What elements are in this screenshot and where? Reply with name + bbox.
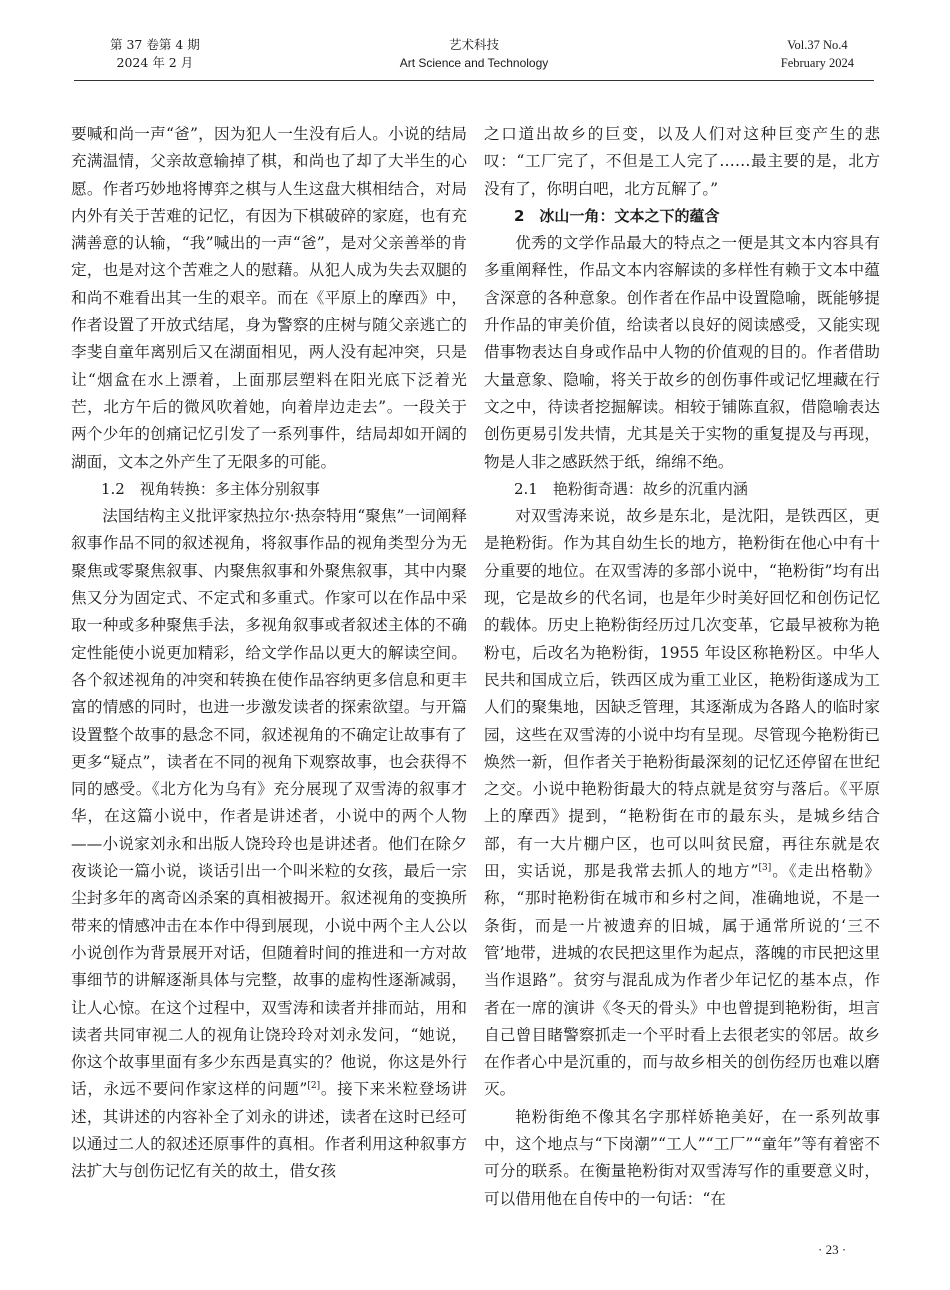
paragraph-narrative-perspective	[71, 503, 467, 1185]
paragraph-text: 。接下来米粒登场讲述，其讲述的内容补全了刘永的讲述，读者在这时已经可以通过二人的叙述还原事件的真相。作者利用这种叙事方法扩大与创伤记忆有关的故土，借女孩	[71, 1080, 467, 1181]
citation-2: [2]	[307, 1081, 321, 1092]
page-number: · 23 ·	[818, 1242, 847, 1257]
citation-3: [3]	[758, 862, 772, 873]
header-journal-title-en: Art Science and Technology	[399, 56, 549, 70]
header-journal-name	[74, 36, 874, 72]
header-volume-issue-en: Vol.37 No.4	[787, 38, 848, 52]
header-date-en: February 2024	[780, 56, 854, 70]
header-divider	[74, 80, 874, 81]
paragraph-continuation: 要喊和尚一声“爸”，因为犯人一生没有后人。小说的结局充满温情，父亲故意输掉了棋，和尚也了却了大半生的心愿。作者巧妙地将博弈之棋与人生这盘大棋相结合，对局内外有关于苦难的记忆，有因为下棋破碎的家庭，也有充满善意的认输，“我”喊出的一声“爸”，是对父亲善举的肯定，也是对这个苦难之人的慰藉。从犯人成为失去双腿的和尚不难看出其一生的艰辛。而在《平原上的摩西》中，作者设置了开放式结尾，身为警察的庄树与随父亲逃亡的李斐自童年离别后又在湖面相见，两人没有起冲突，只是让“烟盒在水上漂着，上面那层塑料在阳光底下泛着光芒，北方午后的微风吹着她，向着岸边走去”。一段关于两个少年的创痛记忆引发了一系列事件，结局却如开阔的湖面，文本之外产生了无限多的可能。	[71, 125, 467, 471]
paragraph-text: 法国结构主义批评家热拉尔·热奈特用“聚焦”一词阐释叙事作品不同的叙述视角，将叙事作品的视角类型分为无聚焦或零聚焦叙事、内聚焦叙事和外聚焦叙事，其中内聚焦又分为固定式、不定式和多重式。作家可以在作品中采取一种或多种聚焦手法，多视角叙事或者叙述主体的不确定性能使小说更加精彩，给文学作品以更大的解读空间。各个叙述视角的冲突和转换在使作品容纳更多信息和更丰富的情感的同时，也进一步激发读者的探索欲望。与开篇设置整个故事的悬念不同，叙述视角的不确定让故事有了更多“疑点”，读者在不同的视角下观察故事，也会获得不同的感受。《北方化为乌有》充分展现了双雪涛的叙事才华，在这篇小说中，作者是讲述者，小说中的两个人物——小说家刘永和出版人饶玲玲也是讲述者。他们在除夕夜谈论一篇小说，谈话引出一个叫米粒的女孩，最后一宗尘封多年的离奇凶杀案的真相被揭开。叙述视角的变换所带来的情感冲击在本作中得到展现，小说中两个主人公以小说创作为背景展开对话，但随着时间的推进和一方对故事细节的讲解逐渐具体与完整，故事的虚构性逐渐减弱，让人心惊。在这个过程中，双雪涛和读者并排而站，用和读者共同审视二人的视角让饶玲玲对刘永发问，“她说，你这个故事里面有多少东西是真实的？他说，你这是外行话，永远不要问作家这样的问题”	[71, 507, 467, 1099]
paragraph-text: 对双雪涛来说，故乡是东北，是沈阳，是铁西区，更是艳粉街。作为其自幼生长的地方，艳粉街在他心中有十分重要的地位。在双雪涛的多部小说中，“艳粉街”均有出现，它是故乡的代名词，也是年少时美好回忆和创伤记忆的载体。历史上艳粉街经历过几次变革，它最早被称为艳粉屯，后改名为艳粉街，1955 年设区称艳粉区。中华人民共和国成立后，铁西区成为重工业区，艳粉街遂成为工人们的聚集地，因缺乏管理，其逐渐成为各路人的临时家园，这些在双雪涛的小说中均有呈现。尽管现今艳粉街已焕然一新，但作者关于艳粉街最深刻的记忆还停留在世纪之交。小说中艳粉街最大的特点就是贫穷与落后。《平原上的摩西》提到，“艳粉街在市的最东头，是城乡结合部，有一大片棚户区，也可以叫贫民窟，再往东就是农田，实话说，那是我常去抓人的地方”	[484, 507, 880, 881]
header-issue-info-en	[781, 36, 854, 72]
paragraph-metaphor: 优秀的文学作品最大的特点之一便是其文本内容具有多重阐释性，作品文本内容解读的多样性有赖于文本中蕴含深意的各种意象。创作者在作品中设置隐喻，既能够提升作品的审美价值，给读者以良好的阅读感受，又能实现借事物表达自身或作品中人物的价值观的目的。作者借助大量意象、隐喻，将关于故乡的创伤事件或记忆埋藏在行文之中，待读者挖掘解读。相较于铺陈直叙，借隐喻表达创伤更易引发共情，尤其是关于实物的重复提及与再现，物是人非之感跃然于纸，绵绵不绝。	[484, 234, 880, 471]
right-column	[484, 121, 880, 1213]
header-volume-issue: 第 37 卷第 4 期	[110, 37, 200, 52]
section-heading-2: 2 冰山一角：文本之下的蕴含	[514, 206, 720, 225]
paragraph-yanfen-meaning: 艳粉街绝不像其名字那样娇艳美好，在一系列故事中，这个地点与“下岗潮”“工人”“工厂”“童年”等有着密不可分的联系。在衡量艳粉街对双雪涛写作的重要意义时，可以借用他在自传中的一句话：“在	[484, 1107, 880, 1208]
paragraph-yanfen-street	[484, 503, 880, 1104]
header-date-cn: 2024 年 2 月	[116, 55, 194, 70]
section-heading-1-2: 1.2 视角转换：多主体分别叙事	[101, 479, 320, 498]
section-heading-2-1: 2.1 艳粉街奇遇：故乡的沉重内涵	[514, 479, 748, 498]
left-column	[71, 121, 467, 1186]
running-header	[74, 36, 874, 78]
paragraph-text: 。《走出格勒》称，“那时艳粉街在城市和乡村之间，准确地说，不是一条街，而是一片被遗弃的旧城，属于通常所说的‘三不管’地带，进城的农民把这里作为起点，落魄的市民把这里当作退路”。贫穷与混乱成为作者少年记忆的基本点，作者在一席的演讲《冬天的骨头》中也曾提到艳粉街，坦言自己曾目睹警察抓走一个平时看上去很老实的邻居。故乡在作者心中是沉重的，而与故乡相关的创伤经历也难以磨灭。	[484, 862, 880, 1099]
header-journal-title-cn: 艺术科技	[448, 37, 499, 52]
paragraph-continuation: 之口道出故乡的巨变，以及人们对这种巨变产生的悲叹：“工厂完了，不但是工人完了……最主要的是，北方没有了，你明白吧，北方瓦解了。”	[484, 125, 880, 198]
